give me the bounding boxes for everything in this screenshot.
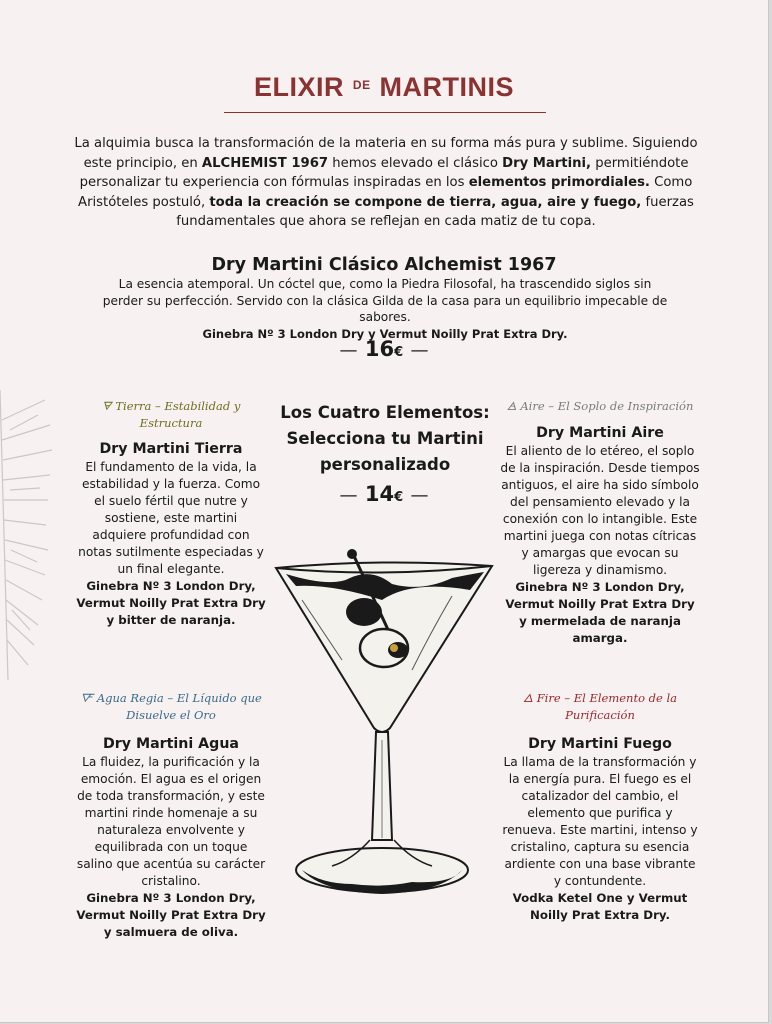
classic-martini-description: La esencia atemporal. Un cóctel que, como la Piedra Filosofal, ha trascendido siglos sin perder su perfección. Servido con la clásica Gilda de la casa para un equilibrio impecable de sabores. Ginebra Nº 3 London Dry y Vermut Noilly Prat Extra Dry.	[100, 276, 670, 342]
elements-section-title: Los Cuatro Elementos: Selecciona tu Martini personalizado	[280, 403, 490, 474]
tierra-name: Dry Martini Tierra	[99, 441, 243, 457]
tierra-element-label: 🜃 Tierra – Estabilidad y Estructura	[101, 399, 241, 430]
aire-ingredients: Ginebra Nº 3 London Dry, Vermut Noilly Prat Extra Dry y mermelada de naranja amarga.	[505, 580, 695, 645]
aire-description: El aliento de lo etéreo, el soplo de la inspiración. Desde tiempos antiguos, el aire ha sido símbolo del pensamiento elevado y la conexión con lo intangible. Este martini juega con notas cítricas y amargas que evocan su ligereza y dinamismo.	[500, 444, 700, 577]
fuego-description: La llama de la transformación y la energía pura. El fuego es el catalizador del cambio, el elemento que purifica y renueva. Este martini, intenso y cristalino, captura su esencia ardiente con una base vibrante y contundente.	[502, 755, 698, 888]
agua-card	[76, 736, 266, 941]
agua-name: Dry Martini Agua	[102, 736, 239, 752]
intro-paragraph: La alquimia busca la transformación de la materia en su forma más pura y sublime. Siguiendo este principio, en ALCHEMIST 1967 hemos elevado el clásico Dry Martini, permitiéndote personalizar tu experiencia con fórmulas inspiradas en los elementos primordiales. Como Aristóteles postuló, toda la creación se compone de tierra, agua, aire y fuego, fuerzas fundamentales que ahora se reflejan en cada matiz de tu copa.	[74, 136, 698, 229]
page-title: ELIXIR $^{DE}$ MARTINIS	[253, 72, 515, 102]
aqua-regia-symbol-icon: 🜅	[80, 691, 94, 705]
aire-name: Dry Martini Aire	[536, 425, 664, 441]
elements-price: — 14€ —	[339, 482, 429, 506]
fuego-element-label: 🜂 Fire – El Elemento de la Purificación	[522, 691, 678, 722]
fuego-card	[500, 736, 700, 924]
tierra-ingredients: Ginebra Nº 3 London Dry, Vermut Noilly Prat Extra Dry y bitter de naranja.	[76, 579, 266, 627]
agua-element-label: 🜅 Agua Regia – El Líquido que Disuelve el Oro	[80, 691, 262, 722]
fuego-name: Dry Martini Fuego	[528, 736, 672, 752]
air-symbol-icon: 🜁	[506, 399, 517, 413]
classic-martini-ingredients: Ginebra Nº 3 London Dry y Vermut Noilly Prat Extra Dry.	[202, 326, 568, 341]
aire-card	[500, 425, 700, 647]
agua-ingredients: Ginebra Nº 3 London Dry, Vermut Noilly Prat Extra Dry y salmuera de oliva.	[76, 891, 266, 939]
classic-martini-title: Dry Martini Clásico Alchemist 1967	[211, 255, 557, 275]
feather-decoration	[0, 380, 60, 690]
aire-element-label: 🜁 Aire – El Soplo de Inspiración	[506, 399, 694, 413]
earth-symbol-icon: 🜃	[101, 399, 112, 413]
tierra-card	[76, 441, 266, 629]
agua-description: La fluidez, la purificación y la emoción. El agua es el origen de toda transformación, y este martini rinde homenaje a su naturaleza envolvente y equilibrada con un toque salino que acentúa su carácter cristalino.	[76, 755, 266, 888]
fire-symbol-icon: 🜂	[522, 691, 534, 705]
martini-glass-illustration	[262, 540, 502, 910]
tierra-description: El fundamento de la vida, la estabilidad y la fuerza. Como el suelo fértil que nutre y sostiene, este martini adquiere profundidad con notas sutilmente especiadas y un final elegante.	[78, 460, 264, 576]
fuego-ingredients: Vodka Ketel One y Vermut Noilly Prat Extra Dry.	[512, 891, 688, 922]
title-underline	[224, 112, 546, 113]
classic-price: — 16€ —	[339, 337, 429, 361]
